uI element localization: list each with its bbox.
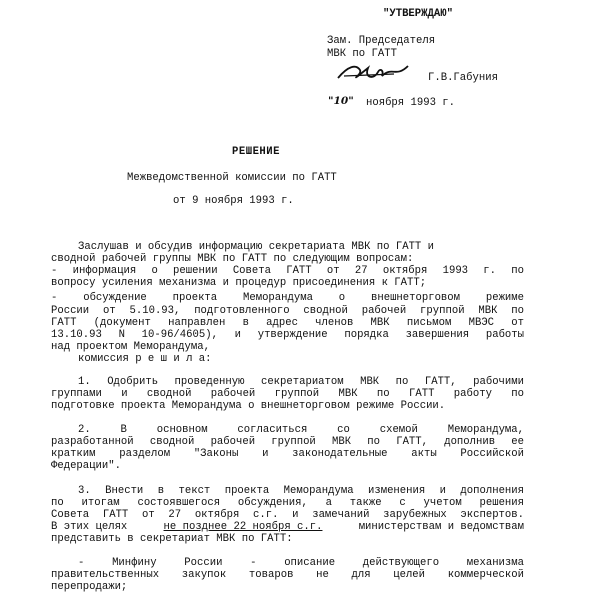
resolved-line: комиссия р е ш и л а: bbox=[78, 353, 212, 365]
approval-stamp: "УТВЕРЖДАЮ" bbox=[383, 8, 453, 20]
handwritten-signature bbox=[334, 60, 414, 88]
document-subtitle: Межведомственной комиссии по ГАТТ bbox=[127, 172, 337, 184]
item1-line: 1. Одобрить проведенную секретариатом МВК по ГАТТ, рабочими bbox=[78, 376, 524, 388]
intro-line: России от 5.10.93, подготовленного сводной рабочей группой МВК по bbox=[51, 305, 524, 317]
intro-line: - обсуждение проекта Меморандума о внешнеторговом режиме bbox=[51, 292, 524, 304]
item1-line: группами и сводной рабочей группой МВК по ГАТТ работу по bbox=[51, 388, 524, 400]
document-title: РЕШЕНИЕ bbox=[232, 146, 281, 158]
item3-sub-line: правительственных закупок товаров не для целей коммерческой bbox=[51, 569, 524, 581]
item2-line: 2. В основном согласиться со схемой Меморандума, bbox=[78, 424, 524, 436]
item3-line: Совета ГАТТ от 27 октября с.г. и замечаний зарубежных экспертов. bbox=[51, 509, 524, 521]
document-date: от 9 ноября 1993 г. bbox=[173, 195, 294, 207]
item3-deadline-date: не позднее 22 ноября с.г. bbox=[163, 521, 323, 533]
intro-line: сводной рабочей группы МВК по ГАТТ по следующим вопросам: bbox=[51, 253, 414, 265]
intro-line: - информация о решении Совета ГАТТ от 27 октября 1993 г. по bbox=[51, 265, 524, 277]
intro-line: 13.10.93 N 10-96/4605), и утверждение порядка завершения работы bbox=[51, 329, 524, 341]
item3-deadline-end: министерствам и ведомствам bbox=[358, 521, 524, 533]
item2-line: разработанной сводной рабочей группой МВК по ГАТТ, дополнив ее bbox=[51, 436, 524, 448]
item3-line: представить в секретариат МВК по ГАТТ: bbox=[51, 533, 293, 545]
approval-date-rest: ноября 1993 г. bbox=[366, 97, 456, 109]
intro-line: Заслушав и обсудив информацию секретариата МВК по ГАТТ и bbox=[78, 241, 435, 253]
intro-line: над проектом Меморандума, bbox=[51, 341, 210, 353]
item2-line: Федерации". bbox=[51, 460, 121, 472]
intro-line: вопросу усиления механизма и процедур присоединения к ГАТТ; bbox=[51, 277, 427, 289]
approver-position-line2: МВК по ГАТТ bbox=[327, 48, 397, 60]
item3-line: по итогам состоявшегося обсуждения, а также с учетом решения bbox=[51, 497, 524, 509]
item3-sub-line: - Минфину России - описание действующего механизма bbox=[78, 557, 524, 569]
item1-line: подготовке проекта Меморандума о внешнеторговом режиме России. bbox=[51, 400, 446, 412]
item3-deadline-start: В этих целях bbox=[51, 521, 128, 533]
intro-line: ГАТТ (документ направлен в адрес членов МВК письмом МВЭС от bbox=[51, 317, 524, 329]
item2-line: кратким разделом "Законы и законодательные акты Российской bbox=[51, 448, 524, 460]
item3-deadline-line bbox=[51, 521, 524, 534]
signer-name: Г.В.Габуния bbox=[428, 72, 498, 84]
item3-sub-line: перепродажи; bbox=[51, 581, 128, 593]
item3-line: 3. Внести в текст проекта Меморандума изменения и дополнения bbox=[78, 485, 524, 497]
approval-date-day: "10" bbox=[328, 95, 354, 107]
approver-position-line1: Зам. Председателя bbox=[327, 35, 436, 47]
